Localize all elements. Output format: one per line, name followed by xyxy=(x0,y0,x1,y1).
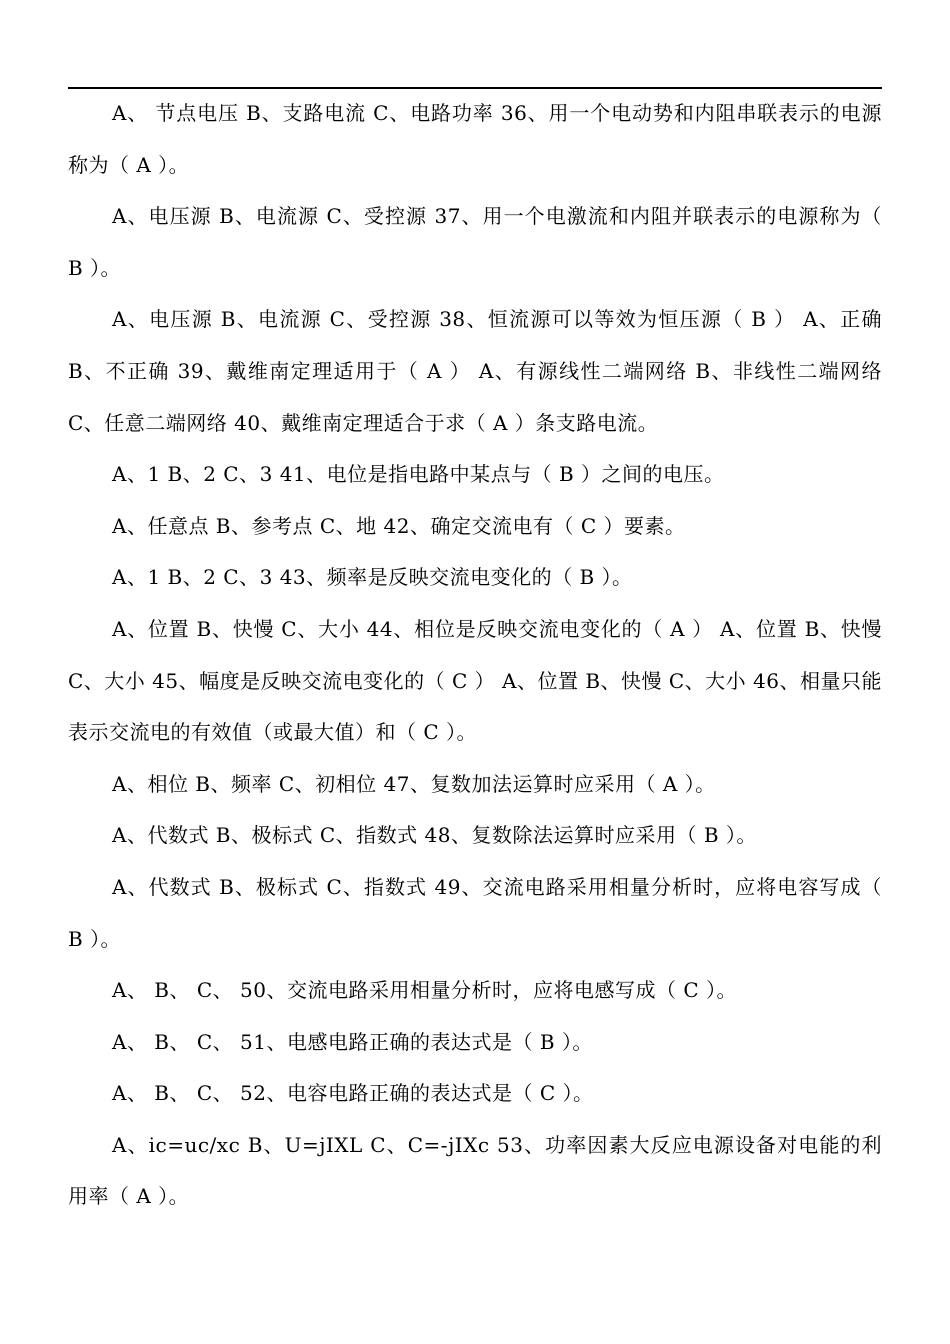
paragraph-12: A、 B、 C、 51、电感电路正确的表达式是（ B ）。 xyxy=(112,1029,593,1054)
paragraph-13: A、 B、 C、 52、电容电路正确的表达式是（ C ）。 xyxy=(112,1081,594,1106)
paragraph-7: A、位置 B、快慢 C、大小 44、相位是反映交流电变化的（ A ） A、位置 B、快慢 C、大小 45、幅度是反映交流电变化的（ C ） A、位置 B、快慢 C、大小 46、相量只能表示交流电的有效值（或最大值）和（ C ）。 xyxy=(68,616,882,745)
paragraph-8: A、相位 B、频率 C、初相位 47、复数加法运算时应采用（ A ）。 xyxy=(112,771,716,796)
paragraph-14: A、ic=uc/xc B、U=jIXL C、C=-jIXc 53、功率因素大反应电源设备对电能的利用率（ A ）。 xyxy=(68,1132,882,1209)
paragraph-9: A、代数式 B、极标式 C、指数式 48、复数除法运算时应采用（ B ）。 xyxy=(112,823,757,848)
paragraph-4: A、1 B、2 C、3 41、电位是指电路中某点与（ B ）之间的电压。 xyxy=(112,462,725,487)
paragraph-10: A、代数式 B、极标式 C、指数式 49、交流电路采用相量分析时，应将电容写成（ B ）。 xyxy=(68,874,882,951)
paragraph-1: A、 节点电压 B、支路电流 C、电路功率 36、用一个电动势和内阻串联表示的电源称为（ A ）。 xyxy=(68,101,882,177)
document-body xyxy=(68,88,882,1223)
paragraph-6: A、1 B、2 C、3 43、频率是反映交流电变化的（ B ）。 xyxy=(112,565,633,590)
paragraph-5: A、任意点 B、参考点 C、地 42、确定交流电有（ C ）要素。 xyxy=(112,513,686,538)
paragraph-2: A、电压源 B、电流源 C、受控源 37、用一个电激流和内阻并联表示的电源称为（ B ）。 xyxy=(68,204,882,280)
paragraph-3: A、电压源 B、电流源 C、受控源 38、恒流源可以等效为恒压源（ B ） A、正确 B、不正确 39、戴维南定理适用于（ A ） A、有源线性二端网络 B、非线性二端网络 C、任意二端网络 40、戴维南定理适合于求（ A ）条支路电流。 xyxy=(68,307,882,435)
paragraph-11: A、 B、 C、 50、交流电路采用相量分析时，应将电感写成（ C ）。 xyxy=(112,978,737,1003)
